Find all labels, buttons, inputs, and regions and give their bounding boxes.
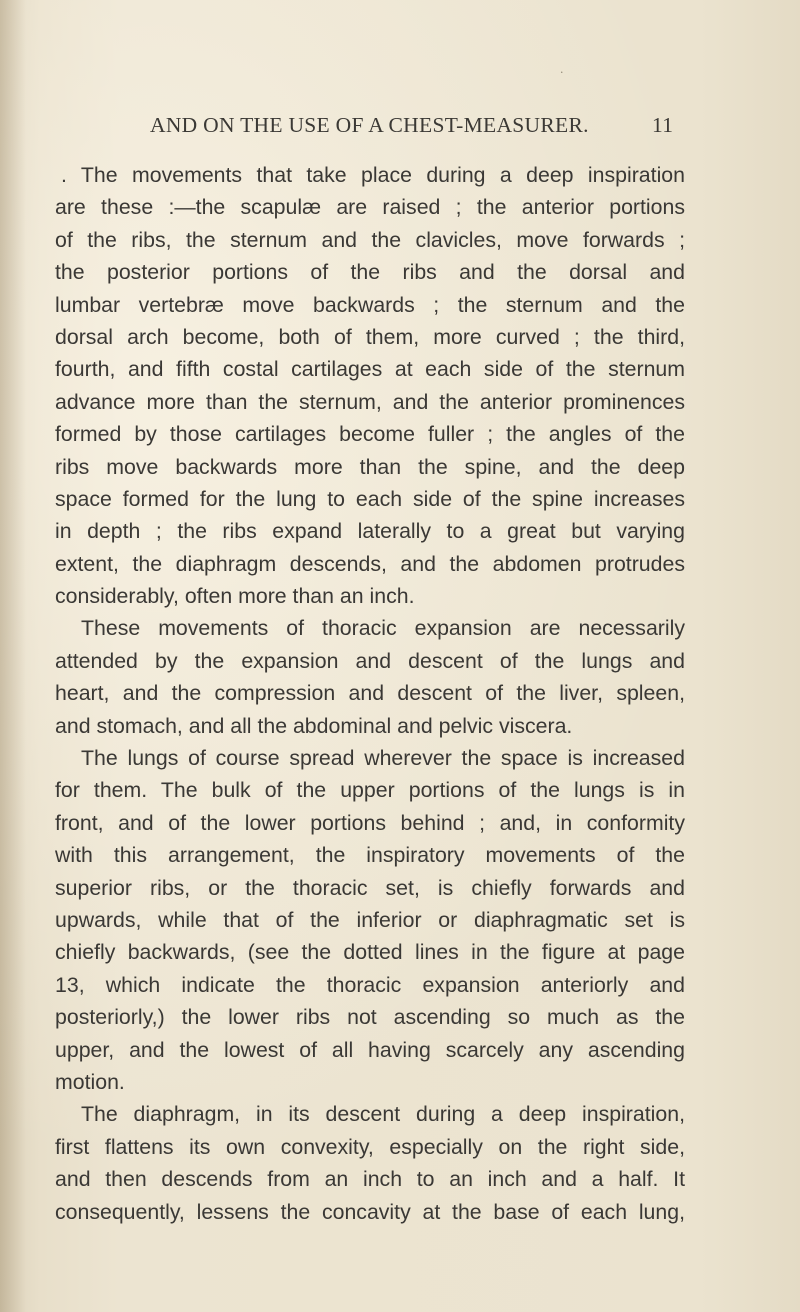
text-line: advance more than the sternum, and the anterior prominences [55,389,685,414]
text-line: space formed for the lung to each side of the spine increases [55,486,685,511]
text-line: upwards, while that of the inferior or diaphragmatic set is [55,907,685,932]
text-line: formed by those cartilages become fuller ; the angles of the [55,422,685,447]
text-line: and stomach, and all the abdominal and pelvic viscera. [55,713,573,738]
text-line: front, and of the lower portions behind ; and, in conformity [55,810,685,835]
text-line: superior ribs, or the thoracic set, is chiefly forwards and [55,875,685,900]
text-line: first flattens its own convexity, especially on the right side, [55,1134,685,1159]
text-line: are these :—the scapulæ are raised ; the anterior portions [55,195,685,220]
text-line: extent, the diaphragm descends, and the abdomen protrudes [55,551,685,576]
text-line: with this arrangement, the inspiratory movements of the [55,843,685,868]
text-line: 13, which indicate the thoracic expansion anteriorly and [55,972,685,997]
text-line: ribs move backwards more than the spine, and the deep [55,454,685,479]
text-line: the posterior portions of the ribs and the dorsal and [55,260,685,285]
page-number: 11 [652,113,674,137]
text-line: considerably, often more than an inch. [55,584,415,609]
text-line: upper, and the lowest of all having scarcely any ascending [55,1037,685,1062]
gutter-shadow [0,0,26,1312]
text-line: of the ribs, the sternum and the clavicles, move forwards ; [55,227,685,252]
text-line: heart, and the compression and descent of the liver, spleen, [55,681,685,706]
text-line: posteriorly,) the lower ribs not ascending so much as the [55,1005,685,1030]
text-line: lumbar vertebræ move backwards ; the sternum and the [55,292,685,317]
text-line: . The movements that take place during a deep inspiration [61,163,685,187]
text-line: and then descends from an inch to an inch and a half. It [55,1167,685,1192]
running-head-title: AND ON THE USE OF A CHEST-MEASURER. [150,113,589,137]
text-line: in depth ; the ribs expand laterally to a great but varying [55,519,685,544]
text-line: dorsal arch become, both of them, more curved ; the third, [55,324,685,349]
text-line: The diaphragm, in its descent during a deep inspiration, [81,1102,685,1127]
text-line: consequently, lessens the concavity at the base of each lung, [55,1199,685,1224]
body-text [55,159,685,1228]
text-line: The lungs of course spread wherever the space is increased [81,746,685,771]
text-line: for them. The bulk of the upper portions of the lungs is in [55,778,685,803]
ink-speck: · [560,66,564,79]
text-line: These movements of thoracic expansion are necessarily [81,616,685,641]
text-line: attended by the expansion and descent of the lungs and [55,648,685,673]
text-line: fourth, and fifth costal cartilages at each side of the sternum [55,357,685,382]
text-line: motion. [55,1069,125,1094]
text-line: chiefly backwards, (see the dotted lines in the figure at page [55,940,685,965]
